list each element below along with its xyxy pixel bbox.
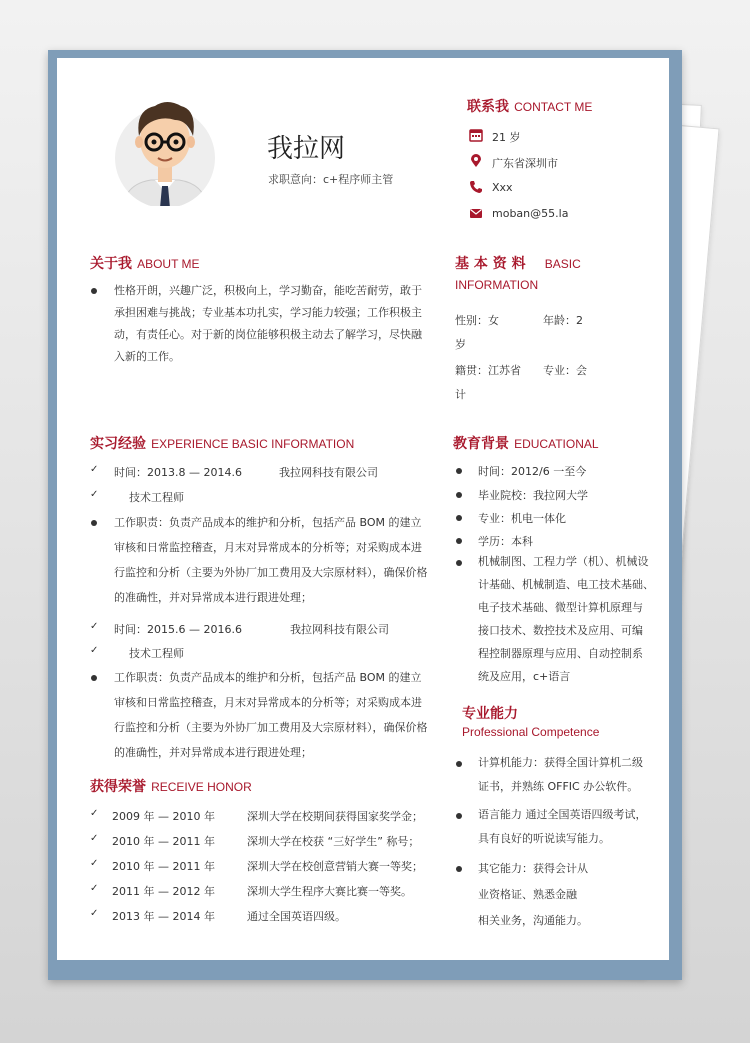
basic-title-cn: 基 本 资 料 [455, 256, 526, 272]
job-1-time: 时间：2013.8 — 2014.6 [114, 466, 242, 479]
about-heading [90, 253, 200, 273]
resume-page [57, 58, 669, 960]
bullet-dot [456, 468, 462, 474]
skill-line: 相关业务，沟通能力。 [478, 914, 588, 927]
course-line: 机械制图、工程力学（机）、机械设 [478, 555, 649, 568]
course-line: 统及应用，c+语言 [478, 670, 571, 683]
honor-desc: 深圳大学在校获 “三好学生” 称号； [247, 835, 420, 848]
calendar-icon [469, 128, 483, 142]
duty-line: 的准确性，并对异常成本进行跟进处理； [114, 591, 312, 604]
skill-language [478, 803, 658, 851]
skill-line: 具有良好的听说读写能力。 [478, 832, 610, 845]
duty-line: 工作职责：负责产品成本的维护和分析，包括产品 BOM 的建立 [114, 516, 422, 529]
contact-phone: Xxx [492, 181, 513, 194]
basic-title-en: BASIC [544, 257, 581, 271]
honor-year: 2010 年 — 2011 年 [112, 860, 215, 873]
about-title-en: ABOUT ME [137, 257, 200, 271]
contact-heading [467, 96, 592, 116]
course-line: 计基础、机械制造、电工技术基础、 [478, 578, 654, 591]
basic-gender: 性别：女 [455, 314, 499, 327]
honor-title-en: RECEIVE HONOR [151, 780, 252, 794]
job-1-company: 我拉网科技有限公司 [279, 466, 378, 479]
check-icon: ✓ [90, 464, 99, 475]
course-line: 电子技术基础、微型计算机原理与 [478, 601, 643, 614]
check-icon: ✓ [90, 621, 99, 632]
about-line: 入新的工作。 [114, 350, 180, 363]
skill-line: 证书，并熟练 OFFIC 办公软件。 [478, 780, 639, 793]
about-title-cn: 关于我 [90, 256, 132, 272]
course-line: 程控制器原理与应用、自动控制系 [478, 647, 643, 660]
bullet-dot [456, 560, 462, 566]
education-major: 专业：机电一体化 [478, 512, 566, 525]
basic-major-wrap: 计 [455, 388, 466, 401]
bullet-dot [456, 761, 462, 767]
check-icon: ✓ [90, 908, 99, 919]
bullet-dot [456, 866, 462, 872]
bullet-dot [91, 288, 97, 294]
experience-title-cn: 实习经验 [90, 436, 146, 452]
contact-location: 广东省深圳市 [492, 157, 558, 170]
check-icon: ✓ [90, 808, 99, 819]
email-icon [469, 206, 483, 220]
skill-computer [478, 751, 658, 799]
bullet-dot [456, 515, 462, 521]
contact-age: 21 岁 [492, 131, 521, 144]
contact-title-en: CONTACT ME [514, 100, 593, 114]
skill-other [478, 856, 658, 934]
basic-origin: 籍贯：江苏省 [455, 364, 521, 377]
duty-line: 行监控和分析（主要为外协厂加工费用及大宗原材料），确保价格 [114, 566, 428, 579]
honor-year: 2013 年 — 2014 年 [112, 910, 215, 923]
skill-line: 其它能力：获得会计从 [478, 862, 588, 875]
honor-year: 2010 年 — 2011 年 [112, 835, 215, 848]
job-intent-value: c+程序师主管 [323, 173, 394, 186]
job-2-company: 我拉网科技有限公司 [290, 623, 389, 636]
honor-desc: 通过全国英语四级。 [247, 910, 346, 923]
phone-icon [469, 180, 483, 194]
honor-desc: 深圳大学生程序大赛比赛一等奖。 [247, 885, 412, 898]
bullet-dot [91, 520, 97, 526]
honor-desc: 深圳大学在校期间获得国家奖学金； [247, 810, 423, 823]
duty-line: 审核和日常监控稽查，月末对异常成本的分析等；对采购成本进 [114, 541, 422, 554]
avatar-illustration [115, 96, 215, 206]
contact-email: moban@55.la [492, 207, 569, 220]
education-title-cn: 教育背景 [453, 436, 509, 452]
skill-line: 业资格证、熟悉金融 [478, 888, 577, 901]
bullet-dot [456, 813, 462, 819]
job-2-position: 技术工程师 [129, 647, 184, 660]
basic-major: 专业：会 [543, 364, 587, 377]
basic-heading [455, 253, 605, 295]
about-line: 性格开朗，兴趣广泛，积极向上，学习勤奋，能吃苦耐劳，敢于 [114, 284, 422, 297]
check-icon: ✓ [90, 645, 99, 656]
contact-title-cn: 联系我 [467, 99, 509, 115]
job-intent-label: 求职意向： [268, 173, 323, 186]
bullet-dot [456, 492, 462, 498]
education-degree: 学历：本科 [478, 535, 533, 548]
duty-line: 行监控和分析（主要为外协厂加工费用及大宗原材料），确保价格 [114, 721, 428, 734]
job-intent [268, 171, 393, 187]
duty-line: 的准确性，并对异常成本进行跟进处理； [114, 746, 312, 759]
bullet-dot [456, 538, 462, 544]
check-icon: ✓ [90, 833, 99, 844]
job-1-position: 技术工程师 [129, 491, 184, 504]
avatar [115, 96, 215, 206]
skills-title-cn-text: 专业能力 [462, 706, 518, 722]
basic-age: 年龄：2 [543, 314, 583, 327]
location-pin-icon [469, 154, 483, 168]
about-line: 动，有责任心。对于新的岗位能够积极主动去了解学习，尽快融 [114, 328, 422, 341]
education-courses [478, 550, 658, 688]
education-time: 时间：2012/6 一至今 [478, 465, 587, 478]
honor-desc: 深圳大学在校创意营销大赛一等奖； [247, 860, 423, 873]
about-line: 承担困难与挑战；专业基本功扎实，学习能力较强；工作积极主 [114, 306, 422, 319]
about-text [114, 280, 424, 368]
duty-line: 工作职责：负责产品成本的维护和分析，包括产品 BOM 的建立 [114, 671, 422, 684]
honor-title-cn: 获得荣誉 [90, 779, 146, 795]
honor-year: 2011 年 — 2012 年 [112, 885, 215, 898]
check-icon: ✓ [90, 489, 99, 500]
skills-title-cn [462, 703, 518, 723]
experience-heading [90, 433, 354, 453]
job-1-duty [114, 510, 434, 610]
honor-year: 2009 年 — 2010 年 [112, 810, 215, 823]
basic-title-en-2: INFORMATION [455, 278, 539, 292]
education-heading [453, 433, 599, 453]
honor-heading [90, 776, 252, 796]
skill-line: 语言能力 通过全国英语四级考试， [478, 808, 647, 821]
skill-line: 计算机能力：获得全国计算机二级 [478, 756, 643, 769]
bullet-dot [91, 675, 97, 681]
experience-title-en: EXPERIENCE BASIC INFORMATION [151, 437, 355, 451]
check-icon: ✓ [90, 883, 99, 894]
education-school: 毕业院校：我拉网大学 [478, 489, 588, 502]
basic-age-wrap: 岁 [455, 338, 466, 351]
check-icon: ✓ [90, 858, 99, 869]
candidate-name: 我拉网 [267, 134, 346, 164]
job-2-duty [114, 665, 434, 765]
skills-title-en: Professional Competence [462, 725, 600, 739]
job-2-time: 时间：2015.6 — 2016.6 [114, 623, 242, 636]
duty-line: 审核和日常监控稽查，月末对异常成本的分析等；对采购成本进 [114, 696, 422, 709]
course-line: 接口技术、数控技术及应用、可编 [478, 624, 643, 637]
education-title-en: EDUCATIONAL [514, 437, 599, 451]
